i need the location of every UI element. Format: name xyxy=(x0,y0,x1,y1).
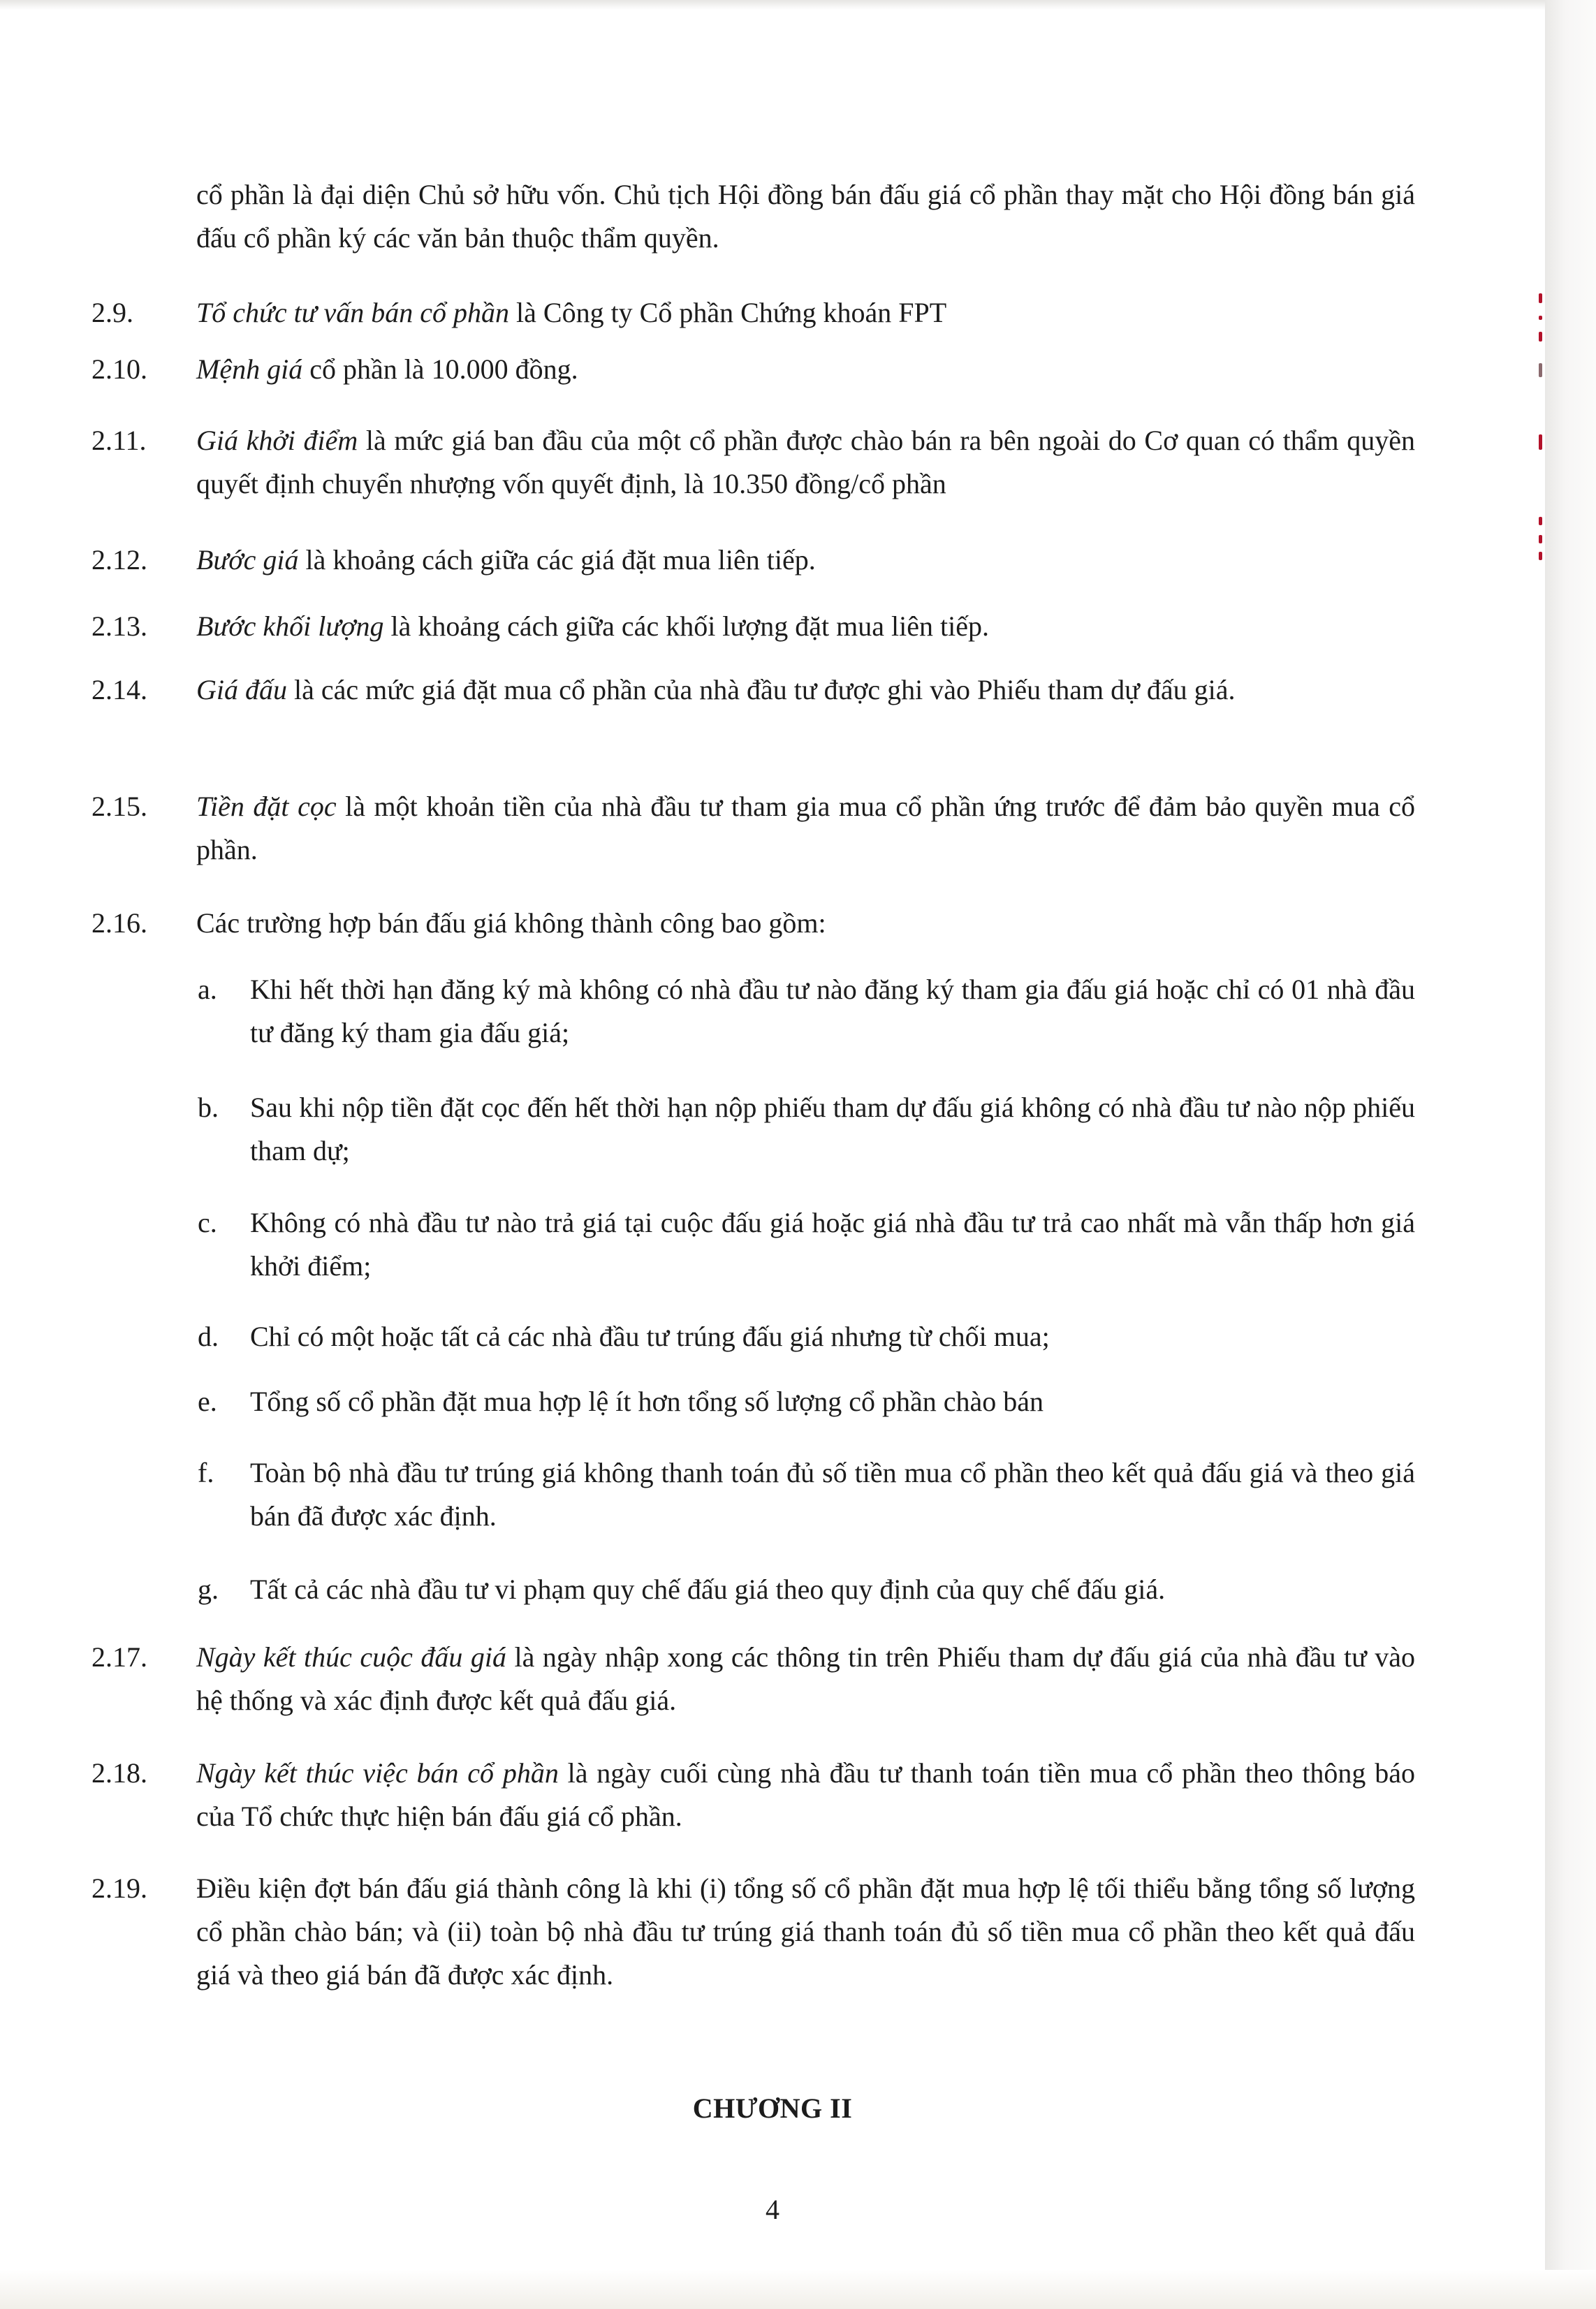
item-number: 2.16. xyxy=(91,907,147,939)
item-term: Mệnh giá xyxy=(196,353,303,385)
chapter-heading: CHƯƠNG II xyxy=(692,2092,853,2124)
item-definition: cổ phần là 10.000 đồng. xyxy=(302,353,578,385)
item-text xyxy=(196,1867,1415,1997)
item-definition: là các mức giá đặt mua cổ phần của nhà đầu tư được ghi vào Phiếu tham dự đấu giá. xyxy=(287,674,1236,705)
item-text xyxy=(196,1636,1415,1722)
stamp-fragment xyxy=(1539,434,1542,450)
sub-item-text: Chỉ có một hoặc tất cả các nhà đầu tư trúng đấu giá nhưng từ chối mua; xyxy=(250,1321,1050,1352)
stamp-fragment xyxy=(1539,363,1542,377)
item-definition: là Công ty Cổ phần Chứng khoán FPT xyxy=(509,297,947,328)
item-definition: là ngày nhập xong các thông tin trên Phiếu tham dự đấu giá của nhà đầu tư vào hệ thống và xác định được kết quả đấu giá. xyxy=(196,1641,1416,1716)
page-edge-shadow xyxy=(1545,0,1596,2309)
stamp-fragment xyxy=(1539,316,1542,320)
sub-item-letter: a. xyxy=(198,974,217,1005)
top-scan-edge xyxy=(0,0,1545,10)
stamp-fragment xyxy=(1539,535,1542,543)
item-number: 2.19. xyxy=(91,1872,147,1904)
item-number: 2.12. xyxy=(91,544,147,576)
sub-item-letter: g. xyxy=(198,1574,219,1605)
item-number: 2.9. xyxy=(91,297,133,328)
sub-item-text: Toàn bộ nhà đầu tư trúng giá không thanh toán đủ số tiền mua cổ phần theo kết quả đấu giá và theo giá bán đã được xác định. xyxy=(250,1457,1415,1532)
item-number: 2.17. xyxy=(91,1641,147,1673)
item-term: Tiền đặt cọc xyxy=(196,791,337,822)
item-text xyxy=(196,785,1415,872)
item-definition: Điều kiện đợt bán đấu giá thành công là khi (i) tổng số cổ phần đặt mua hợp lệ tối thiểu bằng tổng số lượng cổ phần chào bán; và (ii) toàn bộ nhà đầu tư trúng giá thanh toán đủ số tiền mua cổ phần theo kết quả đấu giá và theo giá bán đã được xác định. xyxy=(196,1872,1415,1991)
item-number: 2.10. xyxy=(91,353,147,385)
item-term: Bước khối lượng xyxy=(196,610,384,642)
stamp-fragment xyxy=(1539,293,1542,303)
item-definition: là khoảng cách giữa các khối lượng đặt mua liên tiếp. xyxy=(383,610,989,642)
item-definition: là khoảng cách giữa các giá đặt mua liên tiếp. xyxy=(298,544,816,576)
item-number: 2.13. xyxy=(91,610,147,642)
item-definition: là ngày cuối cùng nhà đầu tư thanh toán tiền mua cổ phần theo thông báo của Tổ chức thực hiện bán đấu giá cổ phần. xyxy=(196,1757,1415,1832)
sub-item-text: Khi hết thời hạn đăng ký mà không có nhà đầu tư nào đăng ký tham gia đấu giá hoặc chỉ có 01 nhà đầu tư đăng ký tham gia đấu giá; xyxy=(250,974,1415,1048)
item-number: 2.11. xyxy=(91,425,147,456)
sub-item-text: Tất cả các nhà đầu tư vi phạm quy chế đấu giá theo quy định của quy chế đấu giá. xyxy=(250,1574,1166,1605)
item-number: 2.14. xyxy=(91,674,147,705)
item-number: 2.18. xyxy=(91,1757,147,1789)
sub-item-letter: c. xyxy=(198,1207,217,1238)
item-term: Giá đấu xyxy=(196,674,287,705)
item-definition: Các trường hợp bán đấu giá không thành công bao gồm: xyxy=(196,907,826,939)
item-term: Ngày kết thúc cuộc đấu giá xyxy=(196,1641,507,1673)
item-definition: là mức giá ban đầu của một cổ phần được chào bán ra bên ngoài do Cơ quan có thẩm quyền quyết định chuyển nhượng vốn quyết định, là 10.350 đồng/cổ phần xyxy=(196,425,1415,499)
item-term: Bước giá xyxy=(196,544,299,576)
item-term: Tổ chức tư vấn bán cổ phần xyxy=(196,297,510,328)
sub-item-text: Tổng số cổ phần đặt mua hợp lệ ít hơn tổng số lượng cổ phần chào bán xyxy=(250,1386,1044,1417)
item-text xyxy=(196,605,1415,648)
item-term: Giá khởi điểm xyxy=(196,425,358,456)
stamp-fragment xyxy=(1539,517,1542,525)
item-text xyxy=(196,668,1415,712)
item-text xyxy=(196,538,1415,582)
item-text xyxy=(196,419,1415,506)
item-definition: là một khoản tiền của nhà đầu tư tham gia mua cổ phần ứng trước để đảm bảo quyền mua cổ phần. xyxy=(196,791,1416,865)
sub-item-letter: d. xyxy=(198,1321,219,1352)
item-text xyxy=(196,348,1415,391)
stamp-fragment xyxy=(1539,332,1542,342)
sub-item-text: Không có nhà đầu tư nào trả giá tại cuộc đấu giá hoặc giá nhà đầu tư trả cao nhất mà vẫn thấp hơn giá khởi điểm; xyxy=(250,1207,1415,1282)
continuation-text: cổ phần là đại diện Chủ sở hữu vốn. Chủ tịch Hội đồng bán đấu giá cổ phần thay mặt cho Hội đồng bán giá đấu cổ phần ký các văn bản thuộc thẩm quyền. xyxy=(196,179,1415,254)
page-number: 4 xyxy=(766,2194,779,2225)
sub-item-letter: e. xyxy=(198,1386,217,1417)
stamp-fragment xyxy=(1539,552,1542,560)
item-text xyxy=(196,902,1415,945)
item-number: 2.15. xyxy=(91,791,147,822)
sub-item-letter: f. xyxy=(198,1457,214,1488)
sub-item-letter: b. xyxy=(198,1092,219,1123)
item-text xyxy=(196,291,1415,335)
bottom-scan-edge xyxy=(0,2270,1596,2309)
sub-item-text: Sau khi nộp tiền đặt cọc đến hết thời hạn nộp phiếu tham dự đấu giá không có nhà đầu tư nào nộp phiếu tham dự; xyxy=(250,1092,1415,1166)
item-text xyxy=(196,1752,1415,1838)
item-term: Ngày kết thúc việc bán cổ phần xyxy=(196,1757,559,1789)
